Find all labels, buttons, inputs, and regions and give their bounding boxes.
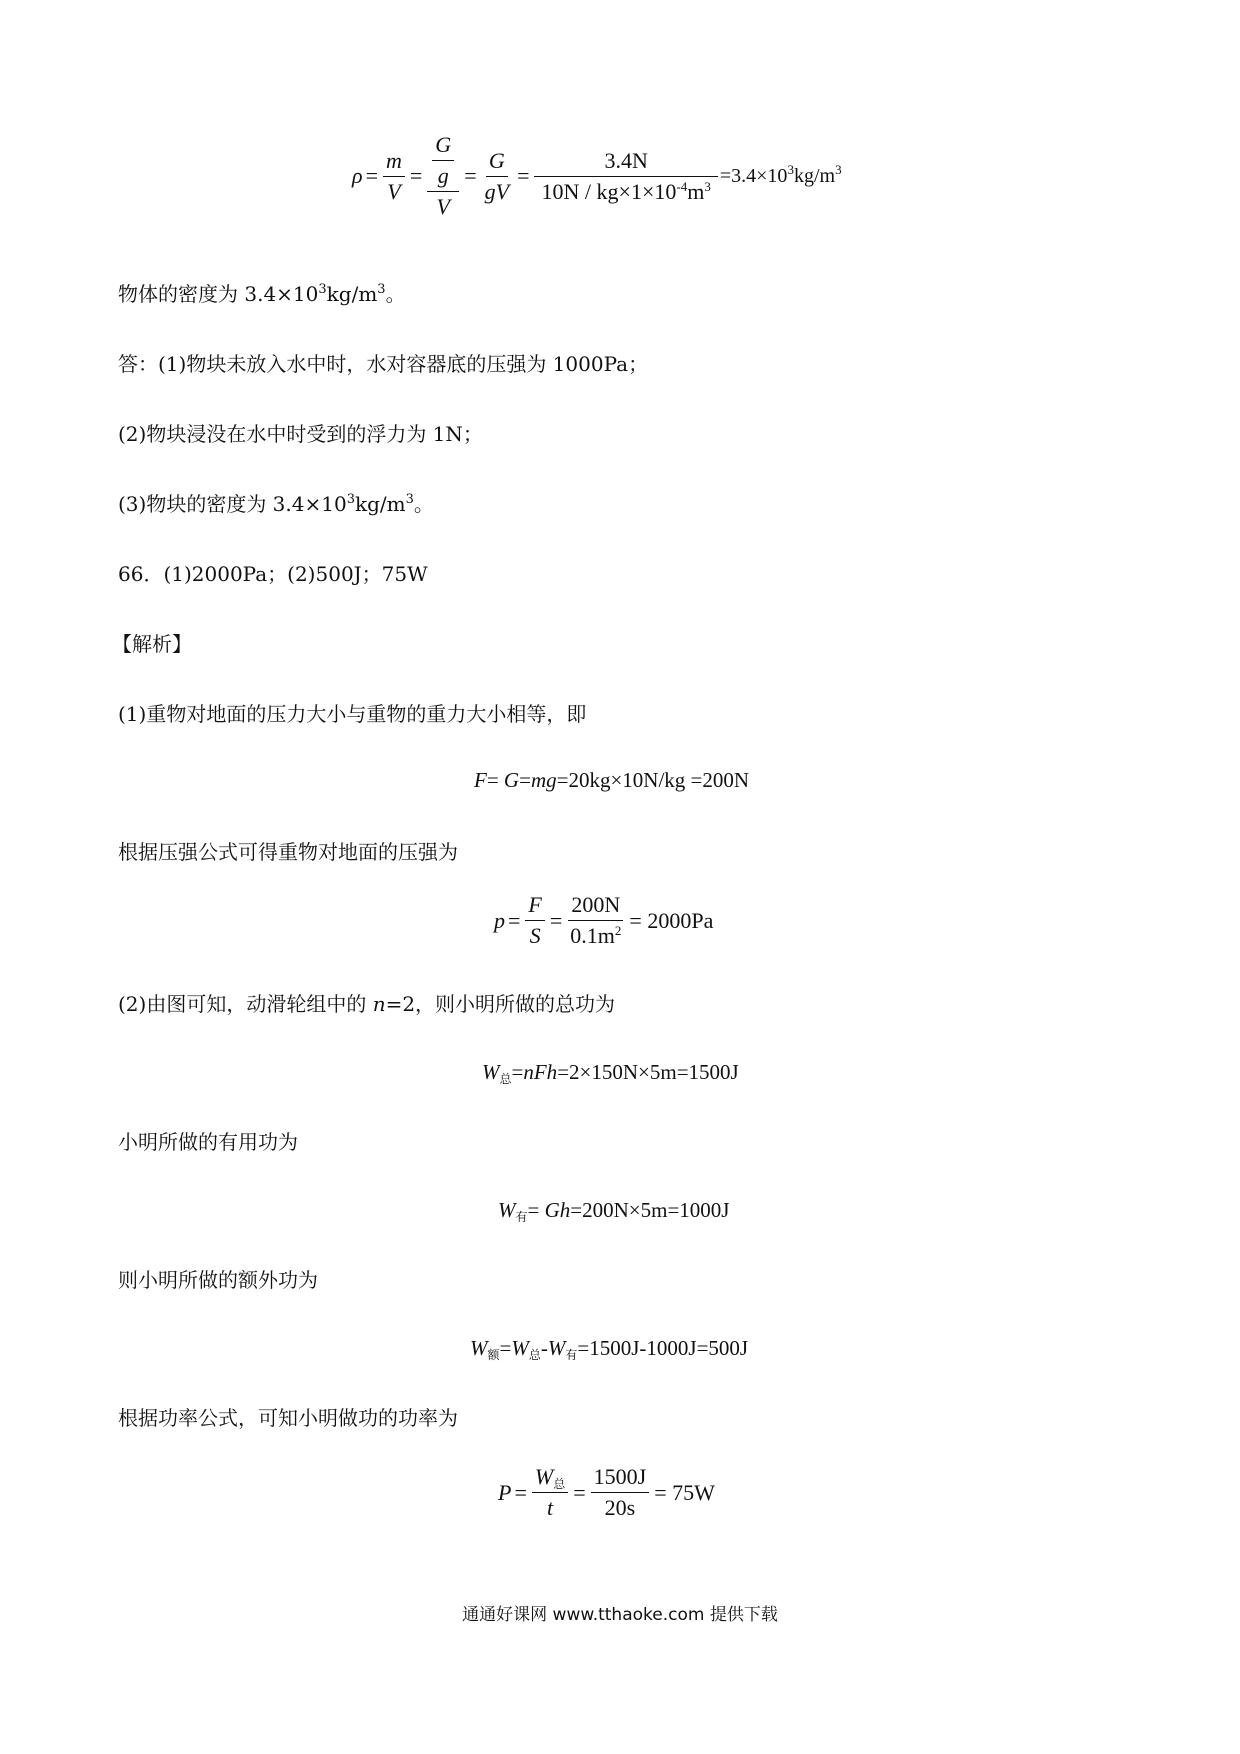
- compound-fraction: [427, 132, 459, 220]
- var-W: W: [470, 1336, 488, 1360]
- denominator-V: V: [387, 178, 401, 204]
- answer-2: (2)物块浸没在水中时受到的浮力为 1N；: [118, 422, 483, 446]
- numerator-G: G: [432, 132, 454, 161]
- result-exp: 3: [787, 162, 794, 177]
- result-text: =3.4×10: [719, 165, 788, 187]
- eq-sign: =: [514, 1479, 527, 1505]
- extra-work-rest: =1500J-1000J=500J: [577, 1336, 749, 1360]
- den-text: 10N / kg×1×10: [541, 178, 677, 204]
- density-statement: [118, 280, 406, 308]
- equals-sign: =: [409, 163, 423, 188]
- eq-sign: =: [573, 1479, 586, 1505]
- var-n: n: [372, 992, 386, 1016]
- extra-work-intro: 则小明所做的额外功为: [118, 1268, 318, 1292]
- var-P: P: [498, 1479, 512, 1505]
- eq-sign: =: [527, 1198, 545, 1222]
- density-end: 。: [385, 282, 406, 306]
- density-unit-exp: 3: [377, 282, 386, 297]
- total-work-equation: [482, 1058, 739, 1086]
- question-66-answer: 66．(1)2000Pa；(2)500J；75W: [118, 562, 428, 586]
- fraction-numeric: [534, 148, 717, 205]
- fraction-G-over-g: [432, 132, 454, 189]
- sub-useful: 有: [515, 1210, 528, 1224]
- denominator-value: [539, 177, 714, 205]
- den-unit: m: [687, 178, 705, 204]
- compound-numerator: [427, 132, 459, 192]
- fraction-m-over-V: [383, 148, 405, 205]
- area-text: 0.1m: [570, 923, 615, 948]
- sub-useful: 有: [565, 1348, 578, 1362]
- numerator-value: 3.4N: [534, 148, 717, 177]
- part-2-text-b: =2，则小明所做的总功为: [385, 992, 616, 1016]
- denominator-gV: gV: [484, 178, 510, 204]
- var-G: G: [503, 768, 520, 792]
- useful-work-equation: [498, 1196, 729, 1224]
- useful-work-intro: 小明所做的有用功为: [118, 1130, 298, 1154]
- answer-3-exp: 3: [346, 492, 355, 507]
- fraction-1500J-over-20s: [591, 1464, 650, 1521]
- var-W: W: [482, 1060, 500, 1084]
- var-nFh: nFh: [523, 1060, 558, 1084]
- result-unit: kg/m: [793, 165, 836, 187]
- eq-sign: =: [511, 1060, 524, 1084]
- part-1-intro: (1)重物对地面的压力大小与重物的重力大小相等，即: [118, 702, 587, 726]
- density-unit: kg/m: [326, 282, 378, 306]
- pressure-intro: 根据压强公式可得重物对地面的压强为: [118, 840, 458, 864]
- answer-3-unit-exp: 3: [405, 492, 414, 507]
- minus-sign: -: [540, 1336, 548, 1360]
- sub-total: 总: [553, 1477, 566, 1491]
- var-F: F: [474, 768, 487, 792]
- denominator-V: V: [436, 194, 450, 219]
- var-W: W: [547, 1336, 566, 1360]
- denominator-area: [567, 921, 624, 949]
- denominator-t: t: [546, 1495, 554, 1520]
- rho-symbol: ρ: [352, 163, 363, 188]
- equals-sign: =: [365, 163, 378, 188]
- sub-extra: 额: [487, 1348, 500, 1362]
- density-formula: [352, 132, 842, 220]
- sub-total: 总: [499, 1072, 512, 1086]
- denominator-g: g: [437, 163, 449, 188]
- eq-sign: =: [549, 907, 563, 933]
- answer-3-unit: kg/m: [354, 492, 406, 516]
- useful-work-rest: =200N×5m=1000J: [570, 1198, 730, 1222]
- answer-3-end: 。: [413, 492, 434, 516]
- fraction-G-over-gV: [482, 148, 512, 205]
- part-2-text-a: (2)由图可知，动滑轮组中的: [118, 992, 373, 1016]
- power-result: = 75W: [654, 1479, 715, 1505]
- fraction-200N-over-area: [567, 892, 624, 949]
- power-equation: [498, 1464, 718, 1521]
- analysis-heading: 【解析】: [112, 632, 192, 656]
- fraction-F-over-S: [525, 892, 544, 949]
- force-equation: [474, 766, 749, 794]
- den-exp: -4: [676, 178, 688, 194]
- pressure-result: = 2000Pa: [629, 907, 714, 933]
- page-footer: 通通好课网 www.tthaoke.com 提供下载: [462, 1605, 778, 1625]
- numerator-1500J: 1500J: [591, 1464, 650, 1493]
- eq-sign: =: [486, 768, 504, 792]
- var-Gh: Gh: [544, 1198, 571, 1222]
- var-p: p: [494, 907, 505, 933]
- var-mg: mg: [530, 768, 557, 792]
- numerator-W-total: [532, 1464, 568, 1493]
- answer-1: 答：(1)物块未放入水中时，水对容器底的压强为 1000Pa；: [118, 352, 649, 376]
- density-result: [720, 162, 842, 190]
- numerator-200N: 200N: [568, 892, 623, 921]
- part-2-intro: [118, 990, 615, 1018]
- answer-3: [118, 490, 434, 518]
- numerator-m: m: [383, 148, 405, 177]
- density-exp: 3: [318, 282, 327, 297]
- pressure-equation: [494, 892, 716, 949]
- result-unit-exp: 3: [835, 162, 842, 177]
- equals-sign: =: [464, 163, 477, 188]
- eq-sign: =: [499, 1336, 512, 1360]
- den-unit-exp: 3: [704, 178, 711, 194]
- area-exp: 2: [614, 923, 622, 938]
- sub-total: 总: [528, 1348, 541, 1362]
- force-rest: =20kg×10N/kg =200N: [556, 768, 750, 792]
- density-statement-text: 物体的密度为 3.4×10: [118, 282, 319, 306]
- fraction-W-over-t: [532, 1464, 568, 1521]
- var-W: W: [498, 1198, 516, 1222]
- eq-sign: =: [519, 768, 531, 792]
- power-intro: 根据功率公式，可知小明做功的功率为: [118, 1406, 458, 1430]
- answer-3-text: (3)物块的密度为 3.4×10: [118, 492, 347, 516]
- denominator-S: S: [529, 923, 541, 948]
- denominator-20s: 20s: [604, 1495, 636, 1520]
- total-work-rest: =2×150N×5m=1500J: [557, 1060, 739, 1084]
- var-W: W: [534, 1464, 554, 1489]
- eq-sign: =: [508, 907, 521, 933]
- equals-sign: =: [517, 163, 530, 188]
- extra-work-equation: [470, 1334, 748, 1362]
- numerator-G: G: [486, 148, 508, 177]
- numerator-F: F: [525, 892, 544, 921]
- var-W: W: [511, 1336, 529, 1360]
